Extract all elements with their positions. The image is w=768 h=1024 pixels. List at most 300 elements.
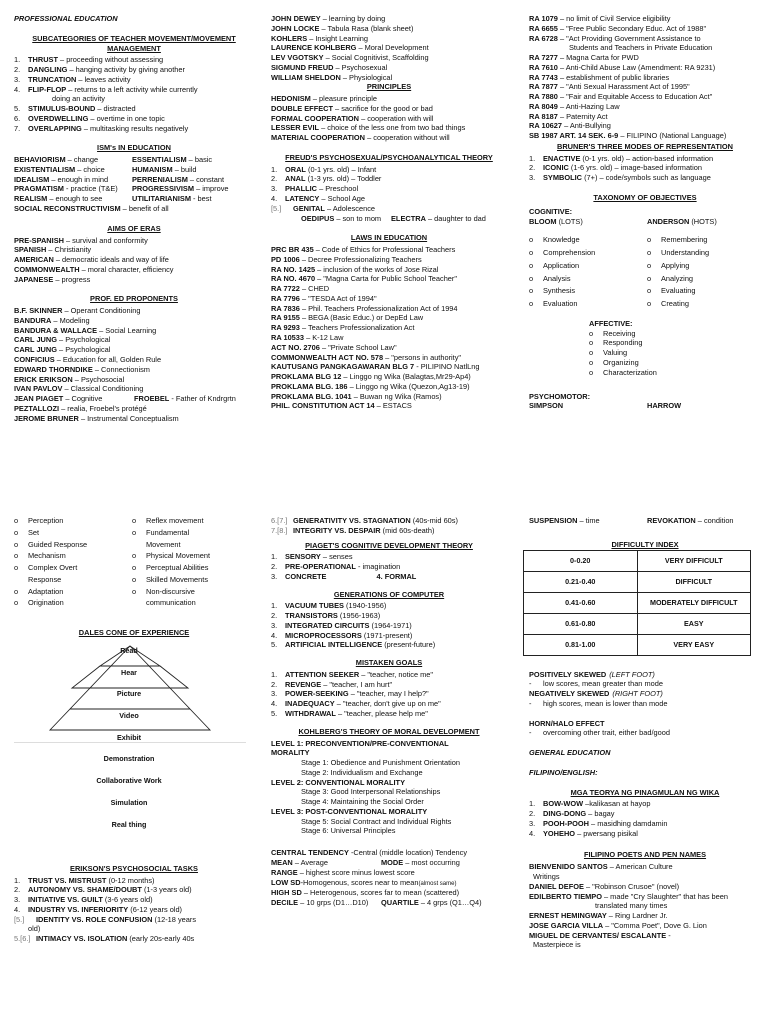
kohlberg-list bbox=[271, 739, 507, 837]
ra-row bbox=[529, 73, 761, 83]
bloom-item: Application bbox=[543, 260, 580, 270]
ra-term: RA 6655 bbox=[529, 23, 558, 33]
proponent-row bbox=[271, 24, 507, 34]
ra-term: RA 7610 bbox=[529, 62, 558, 72]
bloom-item: Comprehension bbox=[543, 248, 596, 258]
bullet-icon: o bbox=[529, 286, 534, 296]
cognitive-label: COGNITIVE: bbox=[529, 206, 573, 216]
mistaken-desc: – "teacher, don't give up on me" bbox=[334, 699, 441, 709]
freud-row bbox=[271, 194, 507, 204]
piaget-term: CONCRETE bbox=[285, 571, 327, 581]
poets-heading: FILIPINO POETS AND PEN NAMES bbox=[583, 850, 707, 860]
proponent-desc: – Modeling bbox=[51, 315, 90, 325]
proponent-row bbox=[14, 365, 254, 375]
freud-desc: (1-3 yrs. old) – Toddler bbox=[305, 174, 382, 184]
proponent-row bbox=[14, 355, 254, 365]
poet-desc: – Ring Lardner Jr. bbox=[606, 911, 668, 921]
erikson-num: 1. bbox=[14, 875, 21, 885]
wika-desc: – bagay bbox=[586, 809, 615, 819]
ra-row bbox=[529, 34, 761, 44]
difficulty-level: EASY bbox=[637, 613, 751, 634]
erikson-num: 6.[7.] bbox=[271, 516, 288, 525]
stats-desc: – most occurring bbox=[403, 857, 460, 867]
kohlberg-stage: Stage 2: Individualism and Exchange bbox=[301, 767, 423, 777]
bloom-row bbox=[529, 248, 761, 258]
proponents-list bbox=[14, 306, 254, 423]
skew-foot: (LEFT FOOT) bbox=[609, 669, 655, 679]
bullet-icon: o bbox=[132, 527, 137, 537]
proponent-row bbox=[14, 384, 254, 394]
kohlberg-level: LEVEL 3: POST-CONVENTIONAL MORALITY bbox=[271, 806, 428, 816]
bullet-icon: o bbox=[14, 586, 19, 596]
psycho-row bbox=[14, 551, 254, 561]
isms-term: BEHAVIORISM bbox=[14, 155, 66, 165]
law-term: RA 10533 bbox=[271, 332, 305, 342]
principle-desc: – cooperation without will bbox=[365, 133, 450, 143]
affective-row bbox=[589, 329, 761, 339]
simpson-cell bbox=[14, 587, 132, 597]
law-term: RA 9293 bbox=[271, 323, 300, 333]
gencomp-heading: GENERATIONS OF COMPUTER bbox=[333, 589, 445, 599]
poet-name: ERNEST HEMINGWAY bbox=[529, 911, 607, 921]
subcat-desc: – overtime in one topic bbox=[88, 113, 165, 123]
law-row bbox=[271, 343, 507, 353]
principle-term: MATERIAL COOPERATION bbox=[271, 133, 366, 143]
simpson-item: Mechanism bbox=[28, 551, 66, 561]
bruner-desc: (0-1 yrs. old) – action-based information bbox=[580, 153, 714, 163]
erikson-row bbox=[271, 526, 507, 536]
freud-desc: (0-1 yrs. old) – Infant bbox=[305, 164, 377, 174]
ra-term: RA 7880 bbox=[529, 92, 558, 102]
subcat-row bbox=[14, 75, 254, 85]
mistaken-desc: – "teacher, may I help?" bbox=[348, 689, 429, 699]
simpson-item: Perception bbox=[28, 516, 64, 525]
gencomp-list bbox=[271, 601, 507, 650]
kohlberg-level: LEVEL 1: PRECONVENTION/PRE-CONVENTIONAL bbox=[271, 738, 449, 748]
erikson-row bbox=[271, 516, 507, 526]
principle-desc: – pleasure principle bbox=[310, 94, 377, 104]
law-term: RA 7836 bbox=[271, 303, 300, 313]
proponent-desc: – Social Cognitivist, Scaffolding bbox=[323, 53, 429, 63]
bruner-list bbox=[529, 154, 761, 183]
isms-row bbox=[14, 155, 254, 165]
suspension-line bbox=[529, 516, 761, 526]
kohlberg-row bbox=[271, 787, 507, 797]
freud-num: 4. bbox=[271, 194, 278, 204]
bullet-icon: o bbox=[14, 598, 19, 608]
difficulty-row bbox=[524, 550, 751, 571]
ra-term: RA 10627 bbox=[529, 121, 563, 131]
bruner-row bbox=[529, 173, 761, 183]
law-desc: – inclusion of the works of Jose Rizal bbox=[315, 264, 439, 274]
affective-row bbox=[589, 358, 761, 368]
erikson-row bbox=[14, 895, 254, 905]
isms-desc: – enough in mind bbox=[49, 174, 109, 184]
proponent-desc: – Psychosocial bbox=[72, 374, 125, 384]
kohlberg-row bbox=[271, 797, 507, 807]
erikson-heading: ERIKSON'S PSYCHOSOCIAL TASKS bbox=[70, 863, 198, 873]
psycho-row bbox=[14, 587, 254, 597]
subcat-row bbox=[14, 104, 254, 114]
subcat-num: 2. bbox=[14, 65, 21, 75]
poet-row bbox=[529, 940, 761, 950]
isms-list bbox=[14, 155, 254, 214]
bruner-num: 3. bbox=[529, 173, 536, 183]
bullet-icon: o bbox=[589, 338, 594, 348]
anderson-label: ANDERSON bbox=[647, 216, 690, 226]
isms-term: PROGRESSIVISM bbox=[132, 184, 195, 194]
eras-term: AMERICAN bbox=[14, 255, 54, 265]
subcat-heading: SUBCATEGORIES OF TEACHER MOVEMENT/MOVEMENT MANAGEMENT bbox=[32, 33, 236, 53]
ra-desc: – Anti-Child Abuse Law (Amendment: RA 9231) bbox=[557, 62, 716, 72]
principle-row bbox=[271, 133, 507, 143]
stats-desc: – Average bbox=[292, 857, 328, 867]
poet-desc: Writings bbox=[533, 872, 560, 882]
law-desc: - PILIPINO NatlLng bbox=[414, 362, 480, 372]
electra-desc: – daughter to dad bbox=[425, 213, 486, 223]
law-desc: – Linggo ng Wika (Quezon,Ag13-19) bbox=[347, 381, 470, 391]
poet-row bbox=[529, 901, 761, 911]
principle-term: FORMAL COOPERATION bbox=[271, 113, 360, 123]
ra-row bbox=[529, 102, 761, 112]
affective-label: AFFECTIVE: bbox=[589, 318, 633, 328]
gencomp-row bbox=[271, 621, 507, 631]
gencomp-desc: (1956-1963) bbox=[337, 611, 381, 621]
gencomp-term: VACUUM TUBES bbox=[285, 601, 344, 611]
poet-desc: - bbox=[666, 930, 671, 940]
proponent-row bbox=[14, 326, 254, 336]
horn-halo-desc: - overcoming other trait, either bad/good bbox=[529, 728, 670, 738]
poet-desc: – "Comma Poet", Dove G. Lion bbox=[603, 920, 707, 930]
freud-term: GENITAL bbox=[293, 203, 325, 213]
piaget-term: SENSORY bbox=[285, 552, 321, 562]
skew-term: POSITIVELY SKEWED bbox=[529, 669, 607, 679]
erikson-term: GENERATIVITY VS. STAGNATION bbox=[293, 516, 411, 525]
stats-row bbox=[271, 888, 507, 898]
subcat-desc: – multitasking results negatively bbox=[81, 123, 189, 133]
isms-term: REALISM bbox=[14, 194, 48, 204]
stats-list bbox=[271, 848, 507, 908]
wika-list bbox=[529, 799, 761, 838]
bruner-num: 2. bbox=[529, 163, 536, 173]
isms-term: PRAGMATISM bbox=[14, 184, 64, 194]
proponent-term: JEAN PIAGET bbox=[14, 394, 64, 404]
law-term: RA 7722 bbox=[271, 284, 300, 294]
affective-item: Responding bbox=[603, 338, 643, 348]
proponent-term: CARL JUNG bbox=[14, 345, 57, 355]
wika-row bbox=[529, 829, 761, 839]
bruner-term: ICONIC bbox=[543, 163, 569, 173]
bullet-icon: o bbox=[14, 551, 19, 561]
revokation-def: – condition bbox=[695, 516, 734, 525]
harrow-item: Physical Movement bbox=[146, 551, 211, 561]
freud-desc: – Preschool bbox=[317, 184, 359, 194]
principle-row bbox=[271, 123, 507, 133]
difficulty-level: VERY EASY bbox=[637, 634, 751, 655]
law-term: PROKLAMA BLG. 1041 bbox=[271, 391, 352, 401]
kohlberg-row bbox=[271, 748, 507, 758]
ra-desc: – "Anti Sexual Harassment Act of 1995" bbox=[557, 82, 690, 92]
gencomp-desc: (1971-present) bbox=[361, 630, 413, 640]
simpson-cell bbox=[14, 516, 132, 526]
law-row bbox=[271, 255, 507, 265]
ra-row bbox=[529, 112, 761, 122]
kohlberg-row bbox=[271, 739, 507, 749]
freud-term: ANAL bbox=[285, 174, 306, 184]
ra-desc: – establishment of public libraries bbox=[557, 72, 670, 82]
erikson-term: IDENTITY VS. ROLE CONFUSION bbox=[36, 914, 153, 924]
wika-row bbox=[529, 809, 761, 819]
psycho-row bbox=[14, 516, 254, 526]
erikson-desc: (40s-mid 60s) bbox=[410, 516, 458, 525]
law-term: COMMONWEALTH ACT NO. 578 bbox=[271, 352, 384, 362]
erikson-desc: (12-18 years bbox=[152, 914, 197, 924]
bloom-row bbox=[529, 261, 761, 271]
bullet-icon: o bbox=[14, 527, 19, 537]
bloom-cell bbox=[529, 235, 647, 245]
isms-term: EXISTENTIALISM bbox=[14, 164, 76, 174]
dale-level: Demonstration bbox=[103, 753, 155, 763]
eras-row bbox=[14, 255, 254, 265]
bullet-icon: o bbox=[647, 273, 652, 283]
ra-desc: – "Free Public Secondary Educ. Act of 1988" bbox=[557, 23, 707, 33]
difficulty-level: MODERATELY DIFFICULT bbox=[637, 592, 751, 613]
stats-desc: -Homogenous, scores near to mean bbox=[300, 877, 419, 887]
poet-row bbox=[529, 921, 761, 931]
bloom-cell bbox=[529, 248, 647, 258]
law-row bbox=[271, 333, 507, 343]
bloom-sub: (LOTS) bbox=[556, 216, 583, 226]
proponent-row bbox=[14, 335, 254, 345]
mistaken-row bbox=[271, 709, 507, 719]
kohlberg-stage: Stage 3: Good Interpersonal Relationships bbox=[301, 787, 441, 797]
law-term: PHIL. CONSTITUTION ACT 14 bbox=[271, 401, 375, 411]
erikson-desc: (6-12 years old) bbox=[128, 904, 183, 914]
eras-heading: AIMS OF ERAS bbox=[107, 223, 161, 233]
isms-left bbox=[14, 165, 132, 175]
piaget-row bbox=[271, 552, 507, 562]
electra-term: ELECTRA bbox=[391, 213, 426, 223]
harrow-item: Perceptual Abilities bbox=[146, 563, 209, 573]
erikson-row bbox=[14, 905, 254, 915]
bruner-desc: (1-6 yrs. old) – image-based information bbox=[568, 163, 702, 173]
proponent-left bbox=[14, 394, 134, 404]
subcat-desc: – leaves activity bbox=[76, 74, 131, 84]
revokation-term: REVOKATION bbox=[647, 516, 696, 525]
gencomp-num: 1. bbox=[271, 601, 278, 611]
ra-desc: – Anti-Hazing Law bbox=[557, 101, 620, 111]
oedipus-desc: – son to mom bbox=[334, 213, 382, 223]
kohlberg-level: MORALITY bbox=[271, 748, 310, 758]
proponent-desc: – Classical Conditioning bbox=[62, 384, 144, 394]
erikson-num: 2. bbox=[14, 885, 21, 895]
eras-list bbox=[14, 236, 254, 285]
erikson-num: 4. bbox=[14, 904, 21, 914]
freud-desc: – School Age bbox=[319, 194, 365, 204]
ra-row bbox=[529, 92, 761, 102]
kohlberg-row bbox=[271, 817, 507, 827]
harrow-item: Movement bbox=[146, 539, 181, 549]
law-desc: – "Magna Carta for Public School Teacher" bbox=[315, 274, 458, 284]
law-row bbox=[271, 245, 507, 255]
mistaken-term: ATTENTION SEEKER bbox=[285, 669, 360, 679]
law-desc: – ESTACS bbox=[374, 401, 412, 411]
kohlberg-stage: Stage 6: Universal Principles bbox=[301, 826, 396, 836]
ra-desc: – FILIPINO (National Language) bbox=[618, 131, 727, 141]
freud-term: PHALLIC bbox=[285, 184, 318, 194]
mistaken-row bbox=[271, 680, 507, 690]
gencomp-term: MICROPROCESSORS bbox=[285, 630, 362, 640]
proponent-term: LAURENCE KOHLBERG bbox=[271, 43, 357, 53]
bullet-icon: o bbox=[529, 248, 534, 258]
erikson-term: INITIATIVE VS. GUILT bbox=[28, 895, 103, 905]
stats-desc: – 4 grps (Q1…Q4) bbox=[418, 898, 482, 908]
ra-row bbox=[529, 24, 761, 34]
eras-desc: – moral character, efficiency bbox=[79, 264, 174, 274]
proponent-desc: – Moral Development bbox=[356, 43, 429, 53]
dale-heading: DALES CONE OF EXPERIENCE bbox=[78, 628, 190, 638]
proponent-term: EDWARD THORNDIKE bbox=[14, 364, 93, 374]
subcat-num: 5. bbox=[14, 104, 21, 114]
simpson-cell bbox=[14, 528, 132, 538]
proponent-desc: – realia, Froebel's protégé bbox=[59, 403, 147, 413]
bullet-icon: o bbox=[132, 563, 137, 573]
erikson-num: 3. bbox=[14, 895, 21, 905]
anderson-item: Remembering bbox=[661, 235, 708, 245]
erikson-desc: (early 20s-early 40s bbox=[127, 934, 195, 944]
kohlberg-level: LEVEL 2: CONVENTIONAL MORALITY bbox=[271, 777, 405, 787]
bloom-item: Synthesis bbox=[543, 286, 576, 296]
proponent-desc: – Insight Learning bbox=[307, 33, 368, 43]
bullet-icon: o bbox=[589, 328, 594, 338]
principle-row bbox=[271, 114, 507, 124]
wika-row bbox=[529, 799, 761, 809]
poet-desc: translated many times bbox=[595, 901, 668, 911]
affective-list bbox=[589, 329, 761, 378]
simpson-cell bbox=[14, 575, 132, 585]
stats-left bbox=[271, 858, 381, 868]
wika-term: YOHEHO bbox=[543, 828, 576, 838]
proponent-desc: – Tabula Rasa (blank sheet) bbox=[319, 23, 414, 33]
subcat-row bbox=[14, 94, 254, 104]
dale-level: Real thing bbox=[111, 819, 147, 829]
bruner-num: 1. bbox=[529, 153, 536, 163]
freud-num: 3. bbox=[271, 184, 278, 194]
isms-desc: – basic bbox=[186, 155, 213, 165]
bloom-row bbox=[529, 235, 761, 245]
bullet-icon: o bbox=[14, 539, 19, 549]
poet-row bbox=[529, 862, 761, 872]
kohlberg-row bbox=[271, 758, 507, 768]
harrow-item: Non-discursive bbox=[146, 586, 195, 596]
law-term: RA 7796 bbox=[271, 293, 300, 303]
dale-level: Simulation bbox=[110, 797, 148, 807]
stats-term: CENTRAL TENDENCY bbox=[271, 848, 349, 858]
law-desc: – Teachers Professionalization Act bbox=[299, 323, 415, 333]
ra-row bbox=[529, 43, 761, 53]
bullet-icon: o bbox=[589, 367, 594, 377]
proponent-term: WILLIAM SHELDON bbox=[271, 72, 341, 82]
law-term: PRC BR 435 bbox=[271, 245, 314, 255]
piaget-term: PRE-OPERATIONAL bbox=[285, 562, 356, 572]
erikson-desc: old) bbox=[28, 924, 41, 934]
gencomp-desc: (present-future) bbox=[382, 640, 436, 650]
dale-level: Hear bbox=[121, 667, 137, 677]
principle-row bbox=[271, 94, 507, 104]
law-row bbox=[271, 313, 507, 323]
bullet-icon: o bbox=[647, 260, 652, 270]
isms-desc: - practice (T&E) bbox=[63, 184, 118, 194]
affective-row bbox=[589, 348, 761, 358]
psycho-row bbox=[14, 528, 254, 538]
difficulty-row bbox=[524, 571, 751, 592]
bullet-icon: o bbox=[589, 348, 594, 358]
difficulty-table bbox=[523, 550, 751, 656]
ra-row bbox=[529, 131, 761, 141]
kohlberg-stage: Stage 4: Maintaining the Social Order bbox=[301, 797, 424, 807]
affective-row bbox=[589, 368, 761, 378]
proponent-desc: – Education for all, Golden Rule bbox=[54, 354, 162, 364]
bullet-icon: o bbox=[132, 574, 137, 584]
psycho-row bbox=[14, 563, 254, 573]
subcat-num: 3. bbox=[14, 74, 21, 84]
bullet-icon: o bbox=[529, 299, 534, 309]
filipino-title: FILIPINO/ENGLISH: bbox=[529, 767, 598, 777]
law-term: PD 1006 bbox=[271, 254, 300, 264]
wika-desc: – masidhing damdamin bbox=[589, 818, 668, 828]
bloom-item: Evaluation bbox=[543, 299, 578, 309]
principles-heading: PRINCIPLES bbox=[366, 82, 412, 92]
erikson-row bbox=[14, 876, 254, 886]
erikson-term: INTEGRITY VS. DESPAIR bbox=[293, 525, 381, 535]
subcat-row bbox=[14, 65, 254, 75]
subcat-term: DANGLING bbox=[28, 65, 68, 75]
oedipus-term: OEDIPUS bbox=[301, 213, 335, 223]
isms-term: IDEALISM bbox=[14, 174, 50, 184]
skew-dash: - bbox=[529, 679, 532, 689]
erikson-row bbox=[14, 934, 254, 944]
stats-extra: (almost same) bbox=[418, 880, 457, 887]
proponent-row bbox=[271, 43, 507, 53]
subcat-term: STIMULUS-BOUND bbox=[28, 104, 96, 114]
simpson-harrow-header bbox=[529, 401, 761, 411]
poet-desc: – "Robinson Crusoe" (novel) bbox=[583, 881, 680, 891]
eras-term: JAPANESE bbox=[14, 274, 54, 284]
poet-row bbox=[529, 882, 761, 892]
proponent-desc: – learning by doing bbox=[320, 14, 386, 23]
bullet-icon: o bbox=[529, 260, 534, 270]
piaget-desc: - imagination bbox=[355, 562, 401, 572]
bullet-icon: o bbox=[647, 235, 652, 245]
stats-row bbox=[271, 868, 507, 878]
isms-left bbox=[14, 155, 132, 165]
dale-cone bbox=[14, 644, 254, 856]
gencomp-term: INTEGRATED CIRCUITS bbox=[285, 620, 370, 630]
proponent-desc: – Physiological bbox=[340, 72, 393, 82]
gencomp-num: 2. bbox=[271, 611, 278, 621]
skew-desc: high scores, mean is lower than mode bbox=[543, 698, 668, 708]
mistaken-num: 3. bbox=[271, 689, 278, 699]
bloom-row bbox=[529, 299, 761, 309]
law-term: RA NO. 4670 bbox=[271, 274, 316, 284]
law-row bbox=[271, 265, 507, 275]
isms-left bbox=[14, 184, 132, 194]
poet-desc: – made "Cry Slaughter" that has been bbox=[601, 891, 729, 901]
freud-row bbox=[271, 204, 507, 214]
subcat-row bbox=[14, 114, 254, 124]
law-desc: – K-12 Law bbox=[304, 332, 344, 342]
column-3 bbox=[529, 14, 761, 411]
